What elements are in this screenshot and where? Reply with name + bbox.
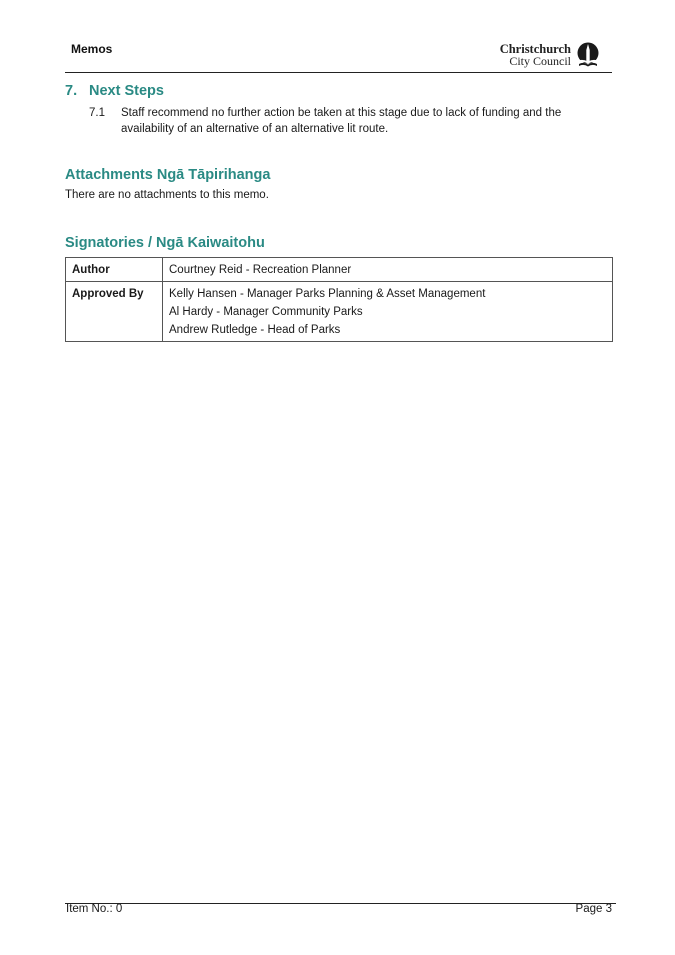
approver-3: Andrew Rutledge - Head of Parks — [169, 324, 341, 336]
section-title: Next Steps — [89, 83, 164, 99]
logo-line-2: City Council — [509, 54, 571, 68]
header-label: Memos — [71, 42, 113, 56]
signatories-table — [65, 257, 613, 342]
attachments-text: There are no attachments to this memo. — [65, 189, 269, 201]
council-logo — [496, 41, 604, 69]
author-label: Author — [66, 258, 163, 282]
table-row — [66, 258, 613, 282]
header-divider — [65, 72, 612, 73]
paragraph-7-1 — [89, 105, 589, 137]
approved-by-value — [163, 282, 613, 342]
section-number: 7. — [65, 83, 78, 99]
section-heading-next-steps — [65, 83, 164, 99]
cathedral-icon — [576, 42, 600, 68]
attachments-heading: Attachments Ngā Tāpirihanga — [65, 167, 271, 183]
approved-by-label: Approved By — [66, 282, 163, 342]
table-row — [66, 282, 613, 342]
footer-divider — [65, 903, 616, 904]
signatories-heading: Signatories / Ngā Kaiwaitohu — [65, 235, 265, 251]
paragraph-text: Staff recommend no further action be taken at this stage due to lack of funding and the availability of an alternative of an alternative lit route. — [121, 107, 562, 135]
approver-1: Kelly Hansen - Manager Parks Planning & Asset Management — [169, 288, 486, 300]
footer-page-number: Page 3 — [575, 903, 612, 915]
footer-item-number: Item No.: 0 — [66, 903, 123, 915]
logo-line-1: Christchurch — [499, 42, 571, 56]
author-value — [163, 258, 613, 282]
author-name: Courtney Reid - Recreation Planner — [169, 264, 352, 276]
approver-2: Al Hardy - Manager Community Parks — [169, 306, 363, 318]
paragraph-number: 7.1 — [89, 107, 105, 119]
